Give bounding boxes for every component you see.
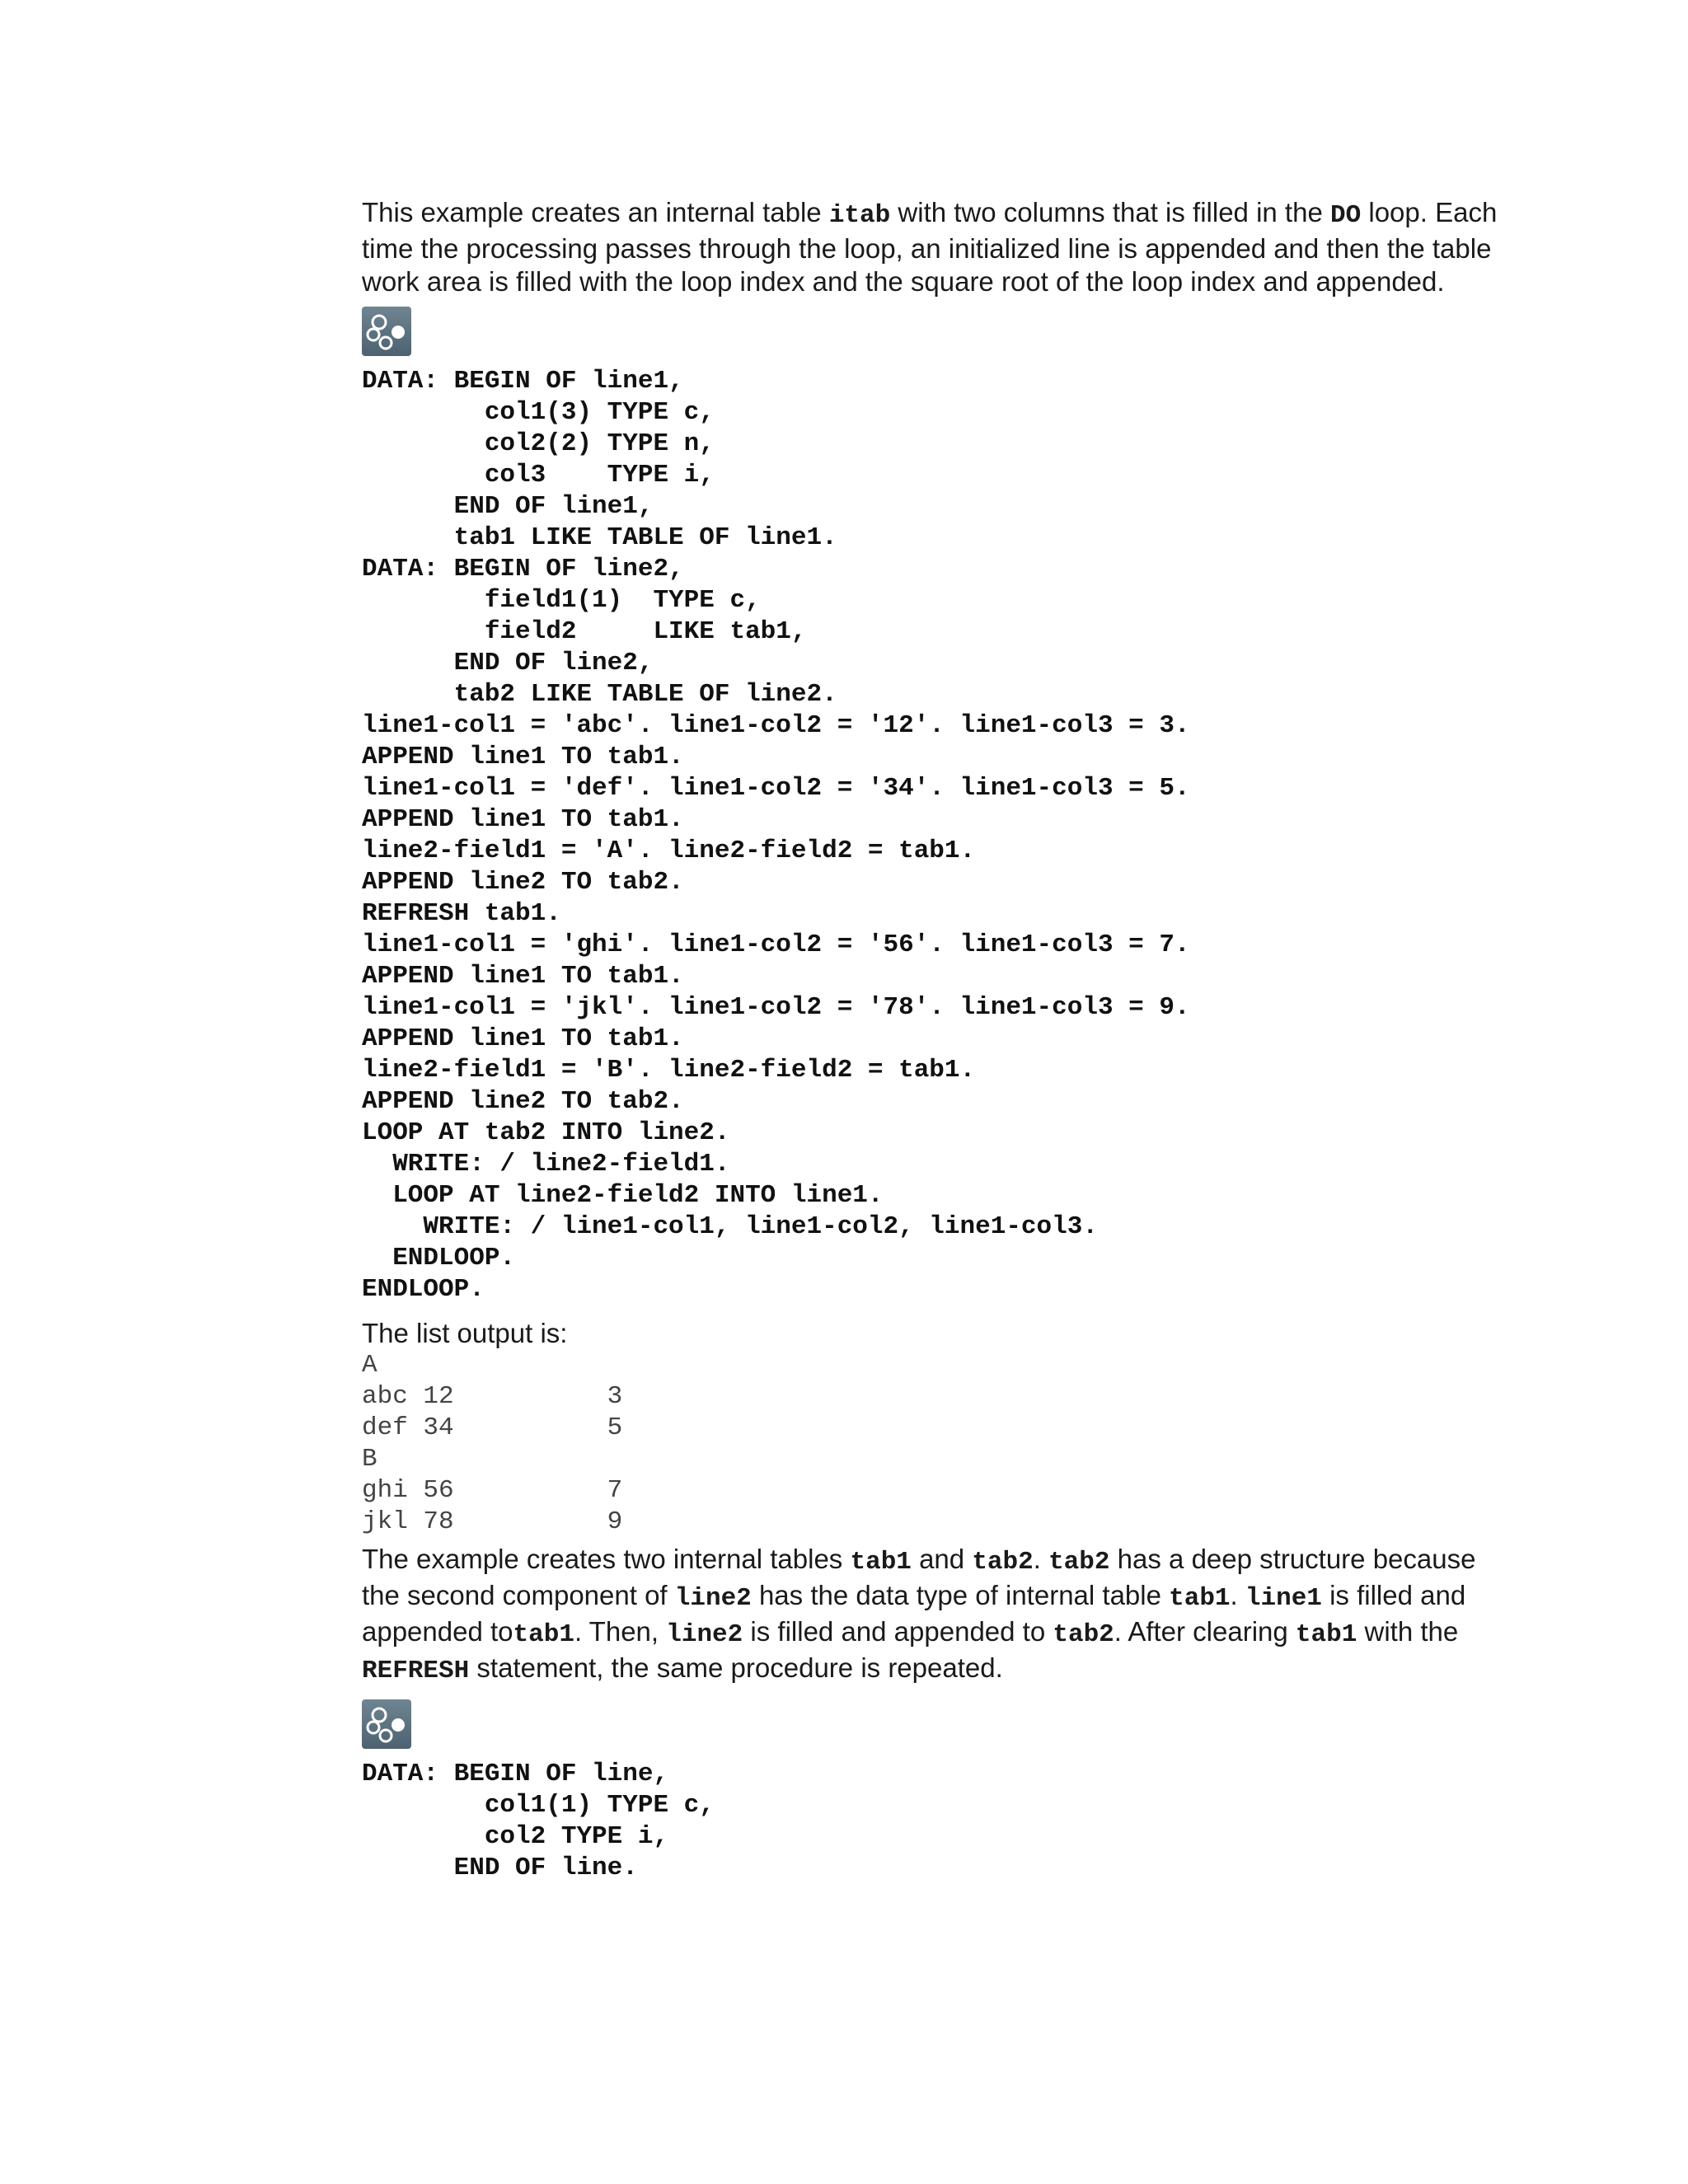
code-block-data-line2: DATA: BEGIN OF line2, field1(1) TYPE c, field2 LIKE tab1, END OF line2, tab2 LIKE TABLE OF line2. — [362, 555, 837, 709]
expl-text: statement, the same procedure is repeated. — [469, 1652, 1003, 1683]
expl-keyword: tab1 — [1169, 1584, 1231, 1613]
expl-text: The example creates two internal tables — [362, 1544, 851, 1574]
explanation-paragraph — [362, 1543, 1516, 1688]
expl-keyword: line2 — [666, 1620, 743, 1649]
expl-text: . Then, — [574, 1616, 667, 1647]
code-block-data-line1: DATA: BEGIN OF line1, col1(3) TYPE c, col2(2) TYPE n, col3 TYPE i, END OF line1, tab1 LIKE TABLE OF line1. — [362, 367, 837, 552]
intro-keyword-itab: itab — [828, 201, 891, 230]
intro-text-2: with two columns that is filled in the — [890, 197, 1330, 227]
code-block-loop: LOOP AT tab2 INTO line2. WRITE: / line2-field1. LOOP AT line2-field2 INTO line1. WRITE: / line1-col1, line1-col2, line1-col3. ENDLOOP. ENDLOOP. — [362, 1118, 1098, 1304]
list-output: A abc 12 3 def 34 5 B ghi 56 7 jkl 78 9 — [362, 1351, 623, 1536]
example-icon[interactable] — [362, 1699, 411, 1749]
intro-paragraph — [362, 196, 1516, 298]
expl-text: and — [911, 1544, 973, 1574]
intro-text-1: This example creates an internal table — [362, 197, 829, 227]
expl-text: has a deep structure because the second component of — [362, 1544, 1476, 1610]
intro-keyword-do: DO — [1329, 201, 1362, 230]
expl-keyword: tab2 — [1048, 1548, 1110, 1577]
code-block-field-a: line2-field1 = 'A'. line2-field2 = tab1. APPEND line2 TO tab2. — [362, 837, 976, 897]
expl-keyword: tab1 — [850, 1548, 912, 1577]
expl-text: . — [1230, 1580, 1245, 1610]
expl-keyword: tab2 — [972, 1548, 1034, 1577]
expl-keyword: line2 — [674, 1584, 752, 1613]
expl-keyword: REFRESH — [362, 1657, 470, 1685]
expl-keyword: tab1 — [1295, 1620, 1357, 1649]
expl-keyword: line1 — [1245, 1584, 1322, 1613]
code-block-abc: line1-col1 = 'abc'. line1-col2 = '12'. line1-col3 = 3. APPEND line1 TO tab1. — [362, 711, 1190, 771]
expl-text: . — [1033, 1544, 1049, 1574]
expl-keyword: tab1 — [513, 1620, 574, 1649]
code-block-def: line1-col1 = 'def'. line1-col2 = '34'. line1-col3 = 5. APPEND line1 TO tab1. — [362, 774, 1190, 834]
content-column — [362, 196, 1516, 1884]
code-block-refresh: REFRESH tab1. — [362, 899, 561, 928]
intro-text-3: loop. Each time the processing passes through the loop, an initialized line is appended and then the table work area is filled with the loop index and the square root of the loop index and appended. — [362, 197, 1498, 297]
expl-text: . After clearing — [1114, 1616, 1296, 1647]
expl-keyword: tab2 — [1053, 1620, 1114, 1649]
example-icon[interactable] — [362, 307, 411, 356]
code-block-ghi: line1-col1 = 'ghi'. line1-col2 = '56'. line1-col3 = 7. APPEND line1 TO tab1. — [362, 930, 1190, 991]
expl-text: with the — [1357, 1616, 1459, 1647]
code-block-field-b: line2-field1 = 'B'. line2-field2 = tab1. APPEND line2 TO tab2. — [362, 1056, 976, 1116]
expl-text: is filled and appended to — [362, 1580, 1466, 1647]
code-block-data-line: DATA: BEGIN OF line, col1(1) TYPE c, col2 TYPE i, END OF line. — [362, 1760, 715, 1882]
expl-text: has the data type of internal table — [751, 1580, 1170, 1610]
list-output-heading: The list output is: — [362, 1318, 568, 1348]
code-block-jkl: line1-col1 = 'jkl'. line1-col2 = '78'. line1-col3 = 9. APPEND line1 TO tab1. — [362, 993, 1190, 1053]
expl-text: is filled and appended to — [743, 1616, 1053, 1647]
